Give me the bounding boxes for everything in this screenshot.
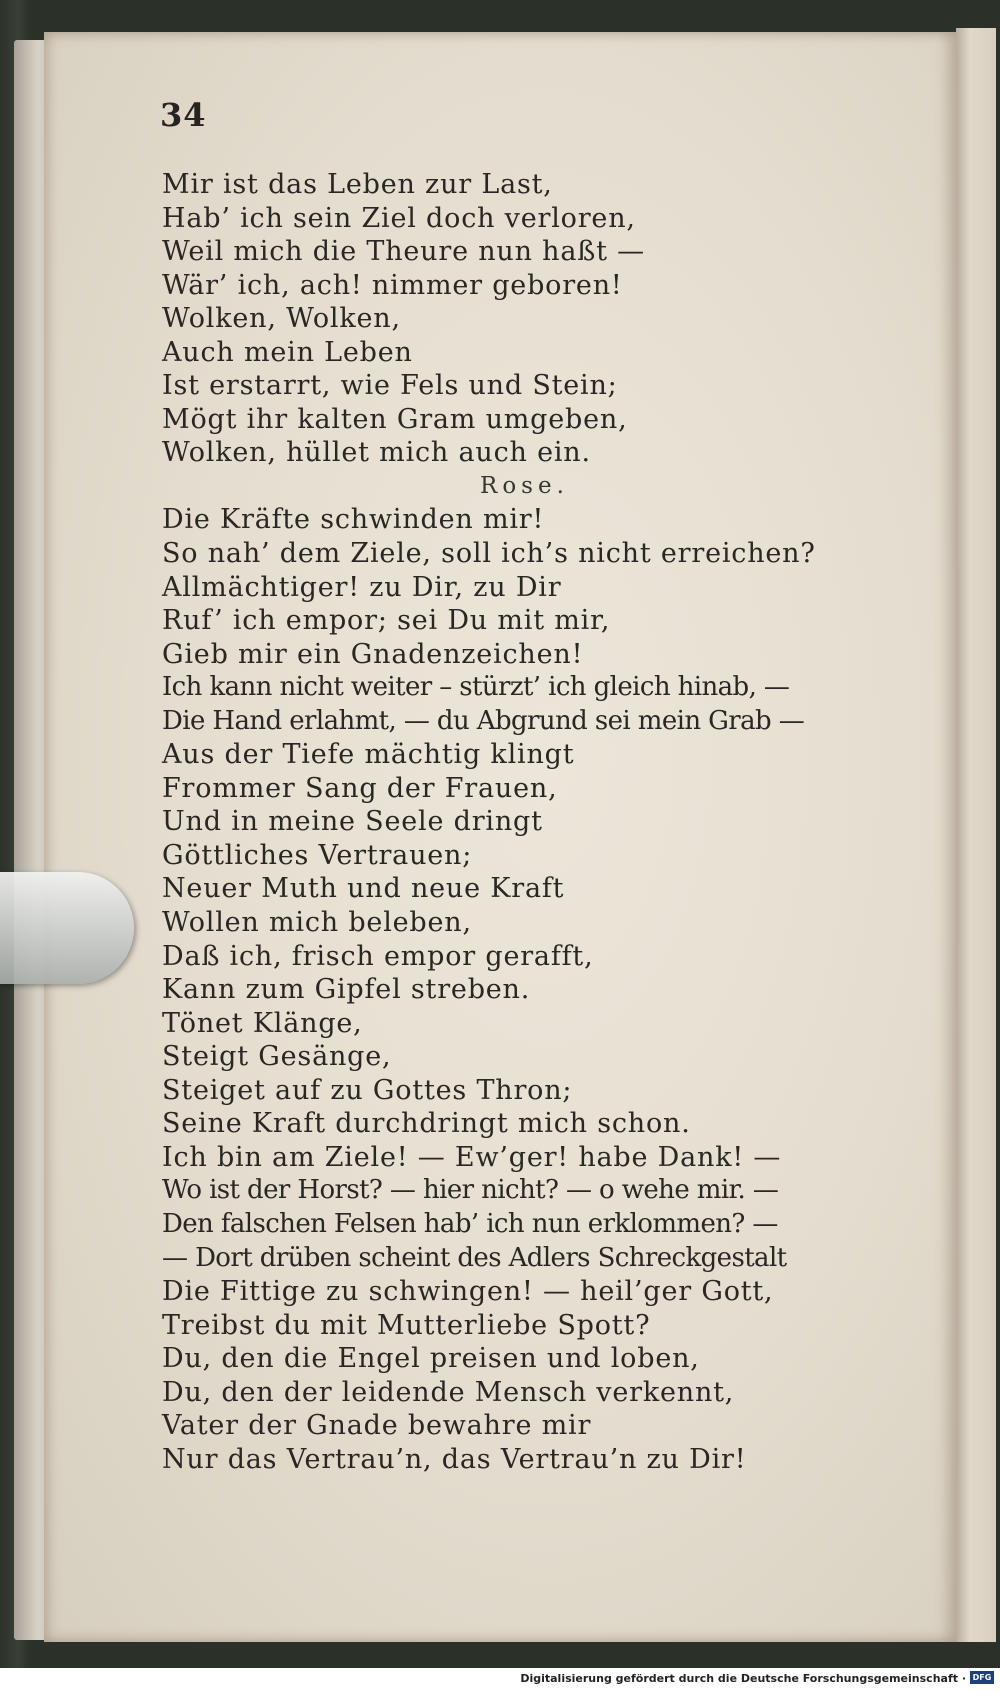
poem-line: Seine Kraft durchdringt mich schon. bbox=[162, 1108, 691, 1140]
poem-line: Ich bin am Ziele! — Ew’ger! habe Dank! — bbox=[162, 1141, 782, 1173]
poem-line: Die Kräfte schwinden mir! bbox=[162, 504, 545, 536]
footer-credit: Digitalisierung gefördert durch die Deutsche Forschungsgemeinschaft · bbox=[520, 1672, 966, 1685]
poem-line: Wo ist der Horst? — hier nicht? — o wehe mir. — bbox=[162, 1175, 779, 1206]
poem-line: So nah’ dem Ziele, soll ich’s nicht erreichen? bbox=[162, 538, 816, 570]
poem-line: Wollen mich beleben, bbox=[162, 907, 472, 939]
poem-line: Kann zum Gipfel streben. bbox=[162, 974, 531, 1006]
poem-line: Aus der Tiefe mächtig klingt bbox=[162, 739, 575, 771]
poem-line: Ich kann nicht weiter – stürzt’ ich gleich hinab, — bbox=[162, 672, 790, 703]
next-page-edge bbox=[956, 28, 996, 1642]
poem-line: Steiget auf zu Gottes Thron; bbox=[162, 1074, 573, 1106]
poem-line: Vater der Gnade bewahre mir bbox=[162, 1410, 592, 1442]
page-clip bbox=[0, 872, 134, 984]
poem-line: Steigt Gesänge, bbox=[162, 1041, 392, 1073]
poem-line: Frommer Sang der Frauen, bbox=[162, 772, 558, 804]
poem-line: Und in meine Seele dringt bbox=[162, 806, 543, 838]
poem-line: Wolken, Wolken, bbox=[162, 303, 401, 335]
poem-line: Gieb mir ein Gnadenzeichen! bbox=[162, 638, 584, 670]
poem-line: Die Fittige zu schwingen! — heil’ger Gott, bbox=[162, 1276, 774, 1308]
poem-line: Weil mich die Theure nun haßt — bbox=[162, 236, 645, 268]
speaker-name: Rose. bbox=[480, 472, 569, 499]
page-number: 34 bbox=[160, 96, 207, 134]
poem-line: Ist erstarrt, wie Fels und Stein; bbox=[162, 370, 618, 402]
poem-line: Daß ich, frisch empor gerafft, bbox=[162, 940, 594, 972]
poem-line: Du, den der leidende Mensch verkennt, bbox=[162, 1376, 735, 1408]
poem-line: Mir ist das Leben zur Last, bbox=[162, 169, 553, 200]
poem-line: Wolken, hüllet mich auch ein. bbox=[162, 437, 591, 469]
poem-line: Ruf’ ich empor; sei Du mit mir, bbox=[162, 605, 611, 637]
dfg-logo: DFG bbox=[970, 1671, 994, 1684]
poem-line: Den falschen Felsen hab’ ich nun erklommen? — bbox=[162, 1208, 778, 1239]
poem-line: Mögt ihr kalten Gram umgeben, bbox=[162, 403, 628, 435]
poem-line: Auch mein Leben bbox=[162, 336, 413, 368]
poem-line: Die Hand erlahmt, — du Abgrund sei mein Grab — bbox=[162, 705, 805, 736]
poem-line: Hab’ ich sein Ziel doch verloren, bbox=[162, 202, 636, 234]
poem-line: Neuer Muth und neue Kraft bbox=[162, 873, 565, 905]
poem-text bbox=[162, 168, 882, 1476]
poem-line: Nur das Vertrau’n, das Vertrau’n zu Dir! bbox=[162, 1443, 747, 1475]
poem-line: Göttliches Vertrauen; bbox=[162, 839, 473, 871]
poem-line: Treibst du mit Mutterliebe Spott? bbox=[162, 1309, 651, 1341]
poem-line: Tönet Klänge, bbox=[162, 1007, 363, 1039]
poem-line: Wär’ ich, ach! nimmer geboren! bbox=[162, 269, 623, 301]
poem-line: Allmächtiger! zu Dir, zu Dir bbox=[162, 571, 562, 603]
poem-line: — Dort drüben scheint des Adlers Schreckgestalt bbox=[162, 1242, 787, 1273]
poem-line: Du, den die Engel preisen und loben, bbox=[162, 1343, 700, 1375]
